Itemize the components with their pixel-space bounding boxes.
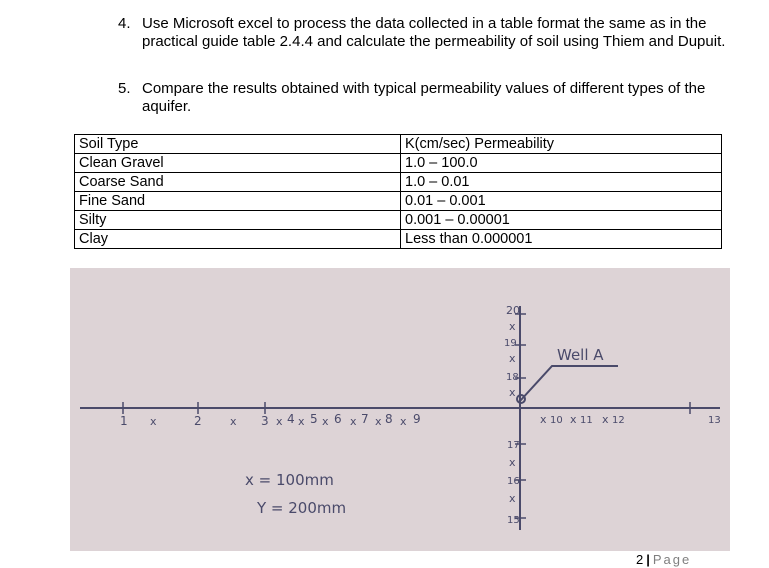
column-header: K(cm/sec) Permeability [401, 135, 722, 154]
vertical-label: 15 [507, 515, 520, 526]
instruction-text: Compare the results obtained with typical permeability values of different types of the aquifer. [142, 80, 706, 115]
x-mark: x [509, 492, 516, 505]
table-row [75, 154, 722, 173]
well-line [520, 366, 618, 401]
horizontal-label: 5 [310, 412, 318, 426]
list-number: 5. [118, 80, 131, 97]
x-mark: x [298, 415, 305, 428]
table-cell: 1.0 – 100.0 [401, 154, 722, 173]
x-mark: x [509, 386, 516, 399]
table-row [75, 192, 722, 211]
x-mark: x [509, 352, 516, 365]
table-cell: 0.001 – 0.00001 [401, 211, 722, 230]
horizontal-label: 9 [413, 412, 421, 426]
footer-separator: | [646, 552, 650, 567]
page-label: Page [652, 552, 692, 567]
x-mark: x [276, 415, 283, 428]
vertical-label: 18 [506, 372, 519, 383]
vertical-label: 20 [506, 304, 520, 317]
permeability-table [74, 134, 722, 249]
vertical-label: 19 [504, 338, 517, 349]
x-mark: x [540, 413, 547, 426]
vertical-labels-bottom [507, 440, 526, 526]
x-mark: x [375, 415, 382, 428]
y-scale-note: Y = 200mm [257, 499, 347, 517]
x-mark: x [150, 415, 157, 428]
hand-drawn-sketch [70, 268, 730, 551]
x-mark: x [509, 320, 516, 333]
horizontal-label: 1 [120, 414, 128, 428]
horizontal-labels [120, 402, 721, 428]
list-number: 4. [118, 15, 131, 32]
vertical-label: 16 [507, 476, 520, 487]
horizontal-label: 8 [385, 412, 393, 426]
horizontal-label: 10 [550, 415, 563, 426]
table-row [75, 230, 722, 249]
table-row [75, 211, 722, 230]
x-mark: x [350, 415, 357, 428]
table-cell: Less than 0.000001 [401, 230, 722, 249]
instruction-text: Use Microsoft excel to process the data collected in a table format the same as in the practical guide table 2.4.4 and calculate the permeability of soil using Thiem and Dupuit. [142, 15, 726, 50]
well-label: Well A [557, 346, 604, 364]
column-header: Soil Type [75, 135, 401, 154]
table-cell: 1.0 – 0.01 [401, 173, 722, 192]
horizontal-label: 12 [612, 415, 625, 426]
horizontal-label: 13 [708, 415, 721, 426]
horizontal-label: 11 [580, 415, 593, 426]
sketch-photo [70, 268, 730, 551]
x-mark: x [570, 413, 577, 426]
horizontal-label: 2 [194, 414, 202, 428]
table-cell: 0.01 – 0.001 [401, 192, 722, 211]
x-mark: x [322, 415, 329, 428]
x-mark: x [509, 456, 516, 469]
x-mark: x [400, 415, 407, 428]
page-number: 2 [636, 552, 644, 567]
vertical-labels-top [504, 304, 526, 399]
table-row [75, 173, 722, 192]
x-scale-note: x = 100mm [245, 471, 334, 489]
horizontal-label: 4 [287, 412, 295, 426]
table-cell: Fine Sand [75, 192, 401, 211]
horizontal-label: 6 [334, 412, 342, 426]
vertical-label: 17 [507, 440, 520, 451]
table-cell: Clay [75, 230, 401, 249]
table-cell: Silty [75, 211, 401, 230]
page-footer [636, 553, 691, 567]
x-mark: x [230, 415, 237, 428]
table-cell: Coarse Sand [75, 173, 401, 192]
horizontal-label: 7 [361, 412, 369, 426]
table-header-row [75, 135, 722, 154]
horizontal-label: 3 [261, 414, 269, 428]
table-cell: Clean Gravel [75, 154, 401, 173]
x-mark: x [602, 413, 609, 426]
